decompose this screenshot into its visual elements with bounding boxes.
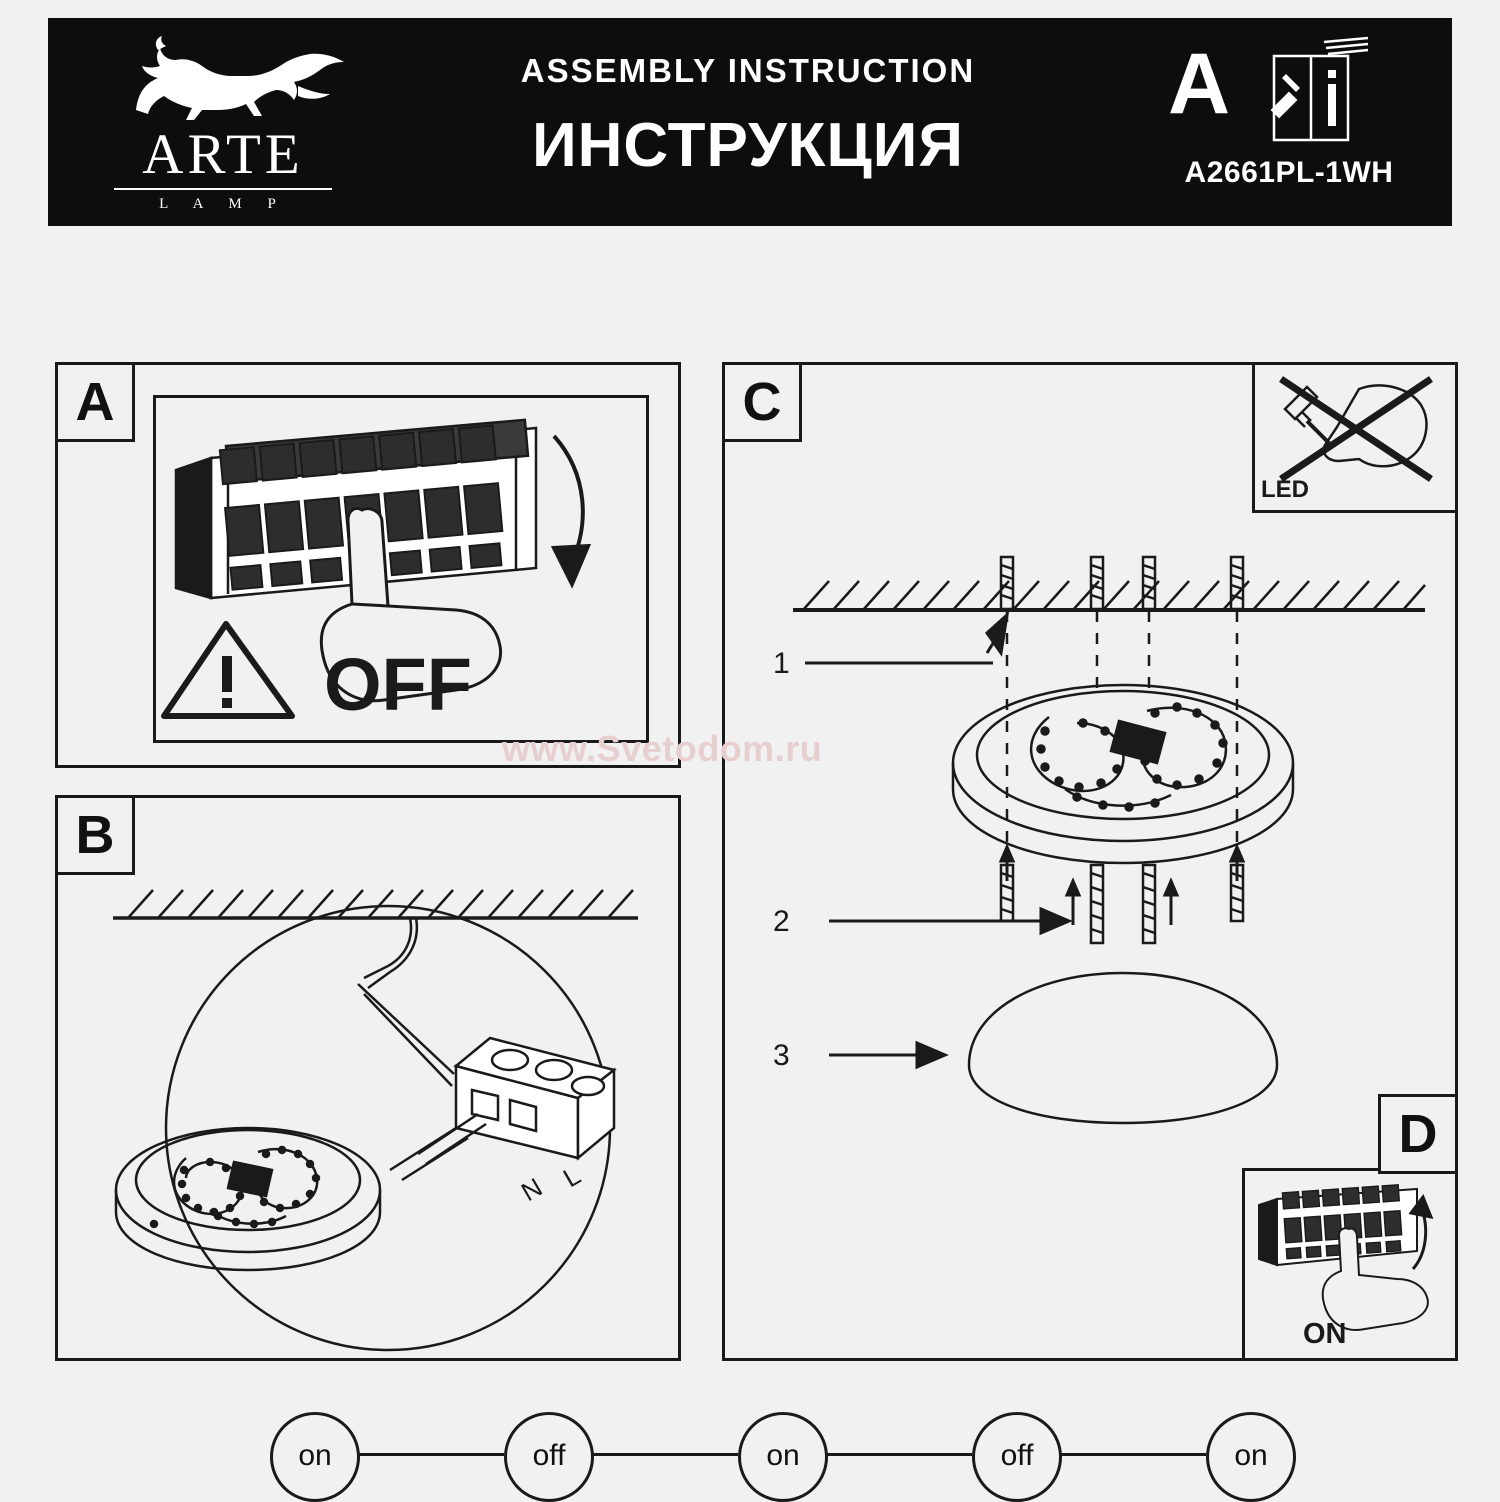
panel-a-illustration-frame <box>153 395 649 743</box>
breaker-on-illustration <box>1245 1171 1449 1352</box>
title-english: ASSEMBLY INSTRUCTION <box>520 52 976 89</box>
step-3-label: 3 <box>773 1039 790 1072</box>
panel-c <box>722 362 1458 1361</box>
panel-d-on-label: ON <box>1303 1318 1347 1350</box>
step-1-label: 1 <box>773 647 790 680</box>
brand-subtitle: L A M P <box>159 196 287 212</box>
brand-name: ARTE <box>142 123 304 186</box>
brand-divider <box>114 188 332 190</box>
title-russian: ИНСТРУКЦИЯ <box>532 111 964 180</box>
panel-d-tag: D <box>1378 1094 1458 1174</box>
sequence-connector <box>588 1453 738 1456</box>
manual-booklet-icon <box>1264 36 1374 144</box>
panel-b-illustration <box>58 798 672 1352</box>
led-warning-label: LED <box>1261 476 1309 503</box>
panel-b-tag: B <box>55 795 135 875</box>
watermark: www.Svetodom.ru <box>502 728 823 769</box>
sequence-connector <box>1056 1453 1206 1456</box>
step-2-label: 2 <box>773 905 790 938</box>
product-code: A2661PL-1WH <box>1184 156 1394 189</box>
sequence-connector <box>354 1453 504 1456</box>
sequence-connector <box>822 1453 972 1456</box>
on-off-sequence <box>270 1412 1290 1498</box>
panel-c-tag: C <box>722 362 802 442</box>
header-right-block <box>1154 34 1424 214</box>
title-block <box>398 52 1098 181</box>
panel-a-off-label: OFF <box>324 643 472 726</box>
panel-b <box>55 795 681 1361</box>
sheet-letter: A <box>1167 36 1231 132</box>
header-bar <box>48 18 1452 226</box>
panel-d <box>1242 1104 1458 1361</box>
griffin-logo <box>98 32 348 124</box>
breaker-off-illustration <box>156 398 646 740</box>
panel-a-tag: A <box>55 362 135 442</box>
sequence-step-3: on <box>738 1412 828 1502</box>
sequence-step-5: on <box>1206 1412 1296 1502</box>
sequence-step-1: on <box>270 1412 360 1502</box>
brand-block <box>78 32 368 222</box>
terminal-label-n: N <box>516 1171 548 1208</box>
panel-a <box>55 362 681 768</box>
sequence-step-4: off <box>972 1412 1062 1502</box>
sequence-step-2: off <box>504 1412 594 1502</box>
terminal-label-l: L <box>558 1159 586 1194</box>
